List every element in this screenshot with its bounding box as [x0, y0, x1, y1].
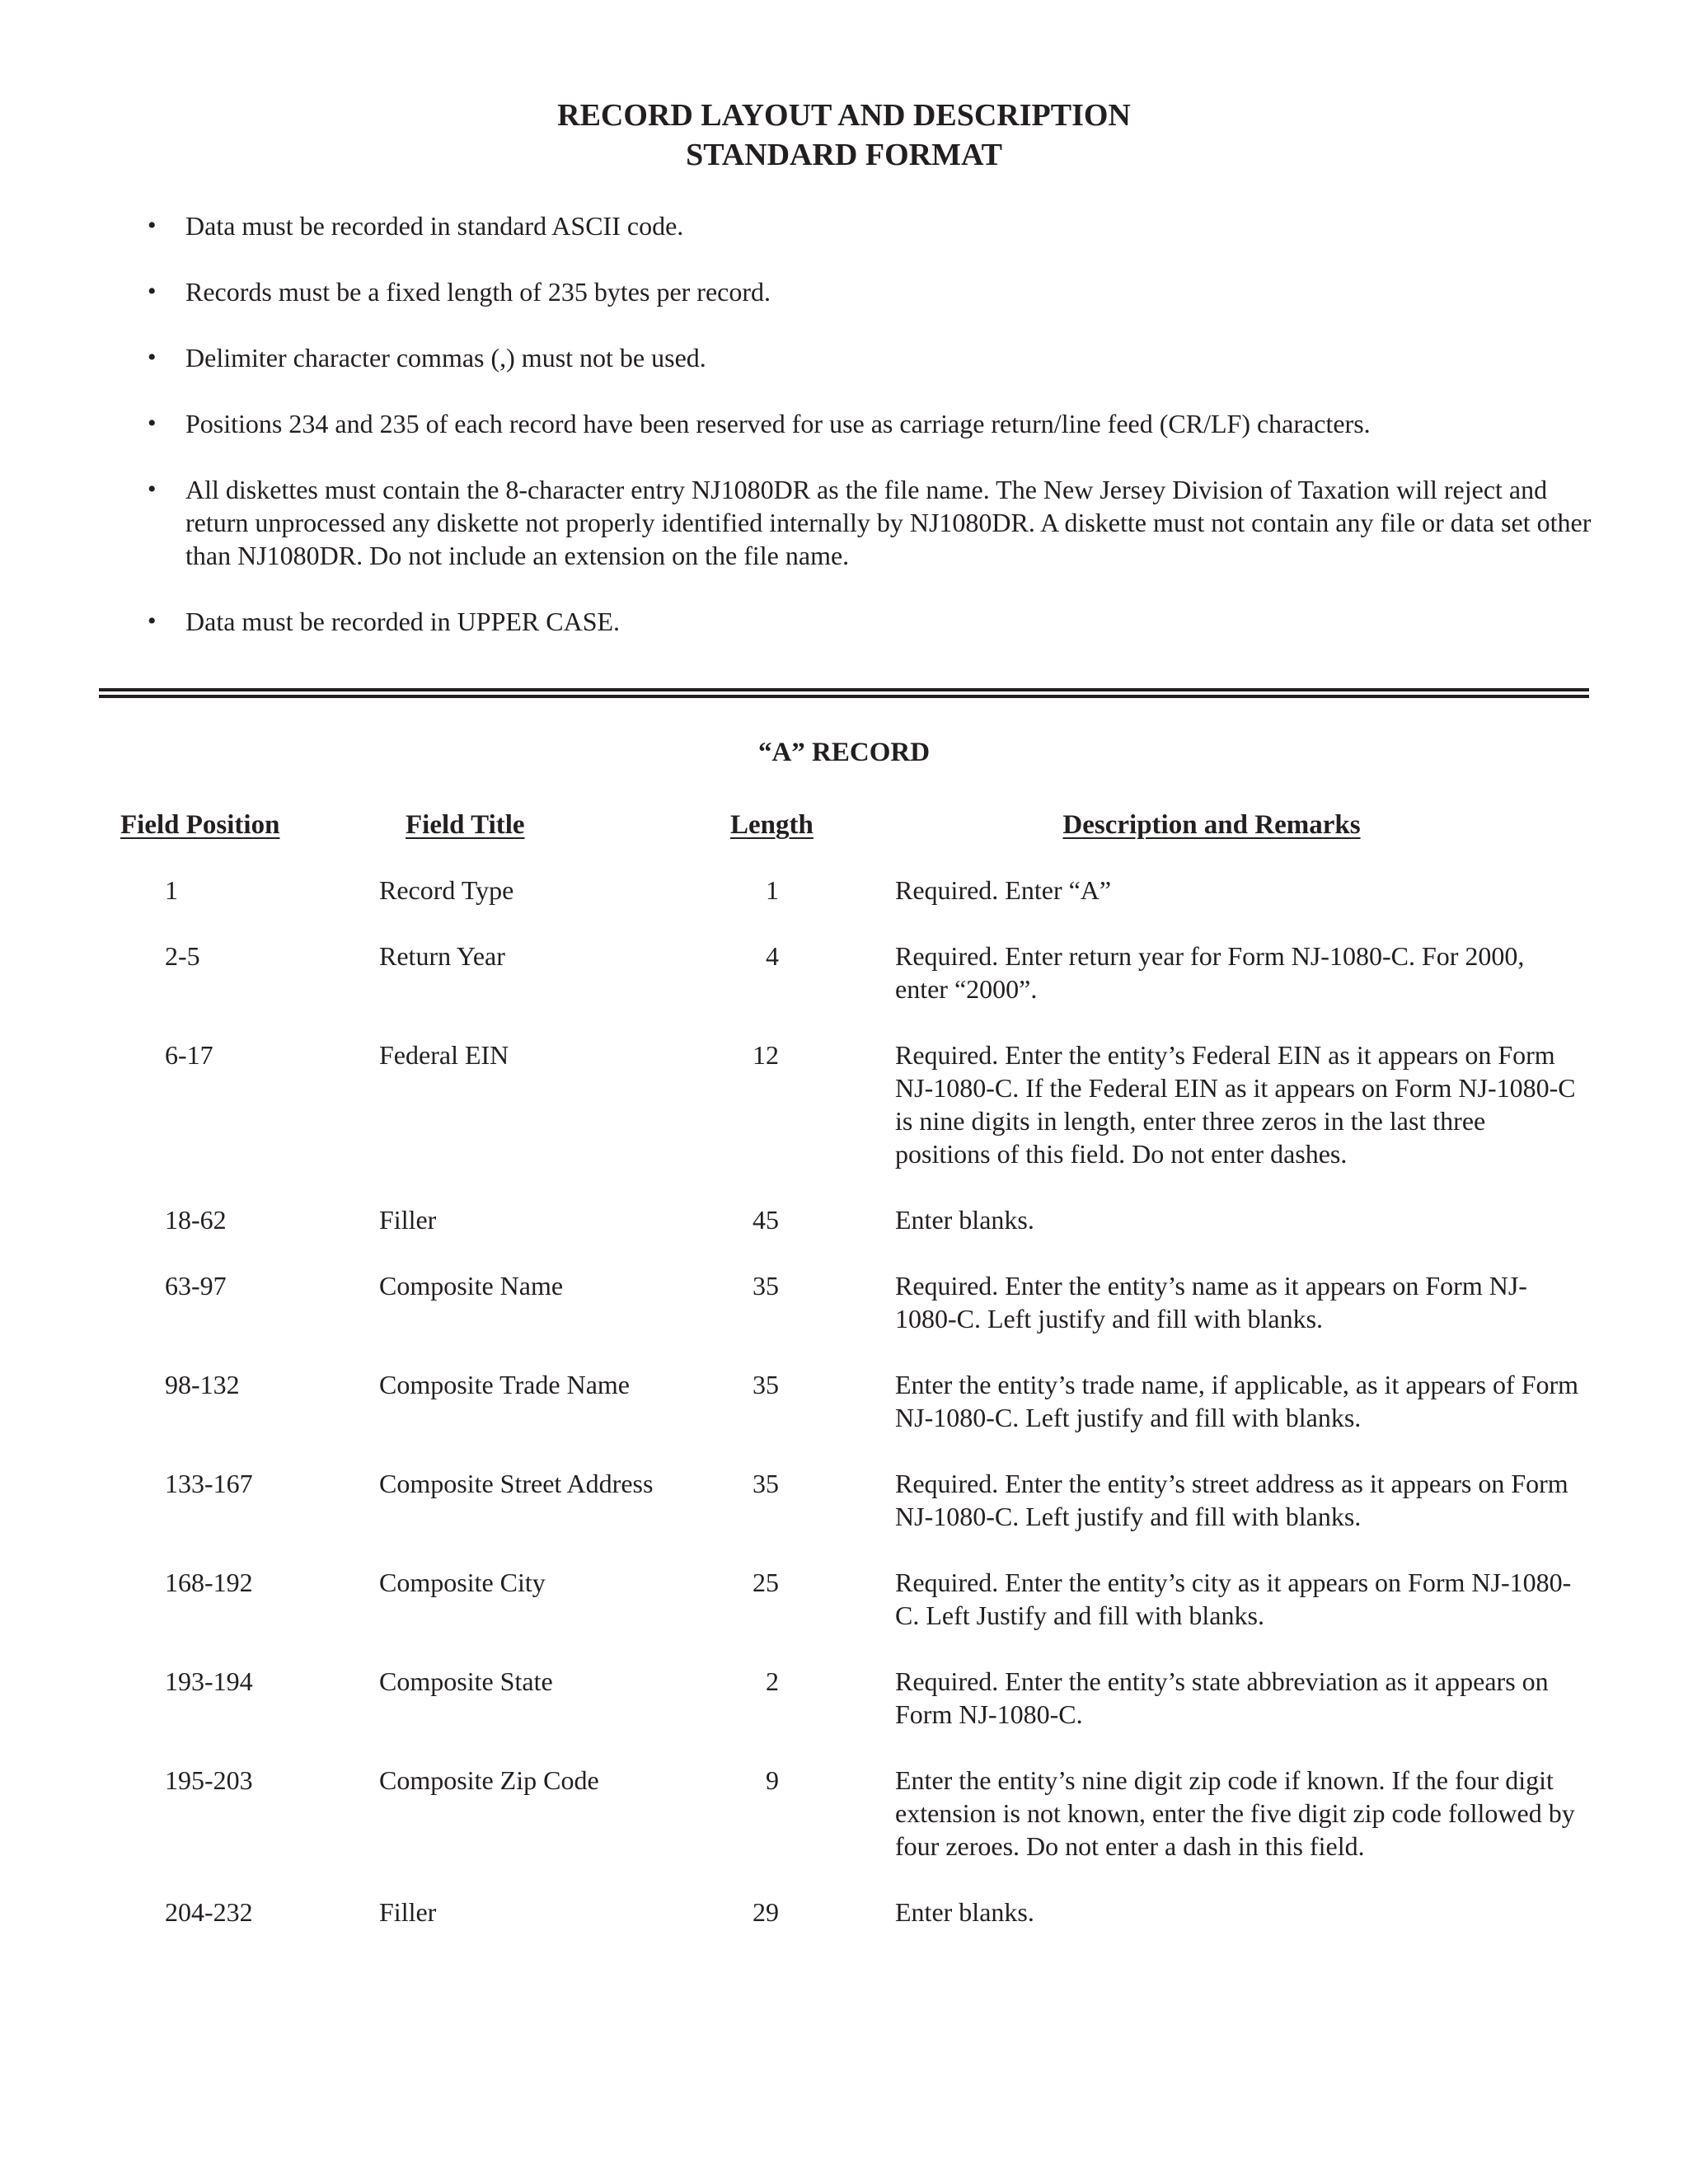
description-cell: Enter the entity’s nine digit zip code if known. If the four digit extension is not known, enter the five digit zip code followed by four zeroes. Do not enter a dash in this field. — [895, 1765, 1575, 1861]
column-header-field-position: Field Position — [120, 810, 280, 840]
bullet-icon: • — [148, 410, 157, 437]
bullet-icon: • — [148, 212, 157, 239]
field-position-cell: 98-132 — [165, 1370, 240, 1399]
length-cell: 35 — [753, 1271, 779, 1301]
description-cell: Required. Enter “A” — [895, 875, 1112, 905]
requirement-text: Positions 234 and 235 of each record have been reserved for use as carriage return/line feed (CR/LF) characters. — [185, 409, 1371, 438]
field-position-cell: 63-97 — [165, 1271, 227, 1301]
requirement-item — [148, 605, 1595, 638]
requirement-text: Data must be recorded in standard ASCII code. — [185, 211, 684, 241]
requirement-item — [148, 341, 1595, 374]
column-header-length: Length — [730, 810, 814, 840]
description-cell: Required. Enter the entity’s Federal EIN as it appears on Form NJ-1080-C. If the Federal EIN as it appears on Form NJ-1080-C is nine digits in length, enter three zeros in the last three positions of this field. Do not enter dashes. — [895, 1040, 1576, 1169]
field-position-cell: 6-17 — [165, 1040, 213, 1070]
length-cell: 29 — [753, 1897, 779, 1927]
column-header-description: Description and Remarks — [1062, 810, 1361, 840]
field-position-cell: 168-192 — [165, 1568, 253, 1597]
length-cell: 2 — [766, 1666, 779, 1696]
field-title-cell: Composite City — [379, 1568, 546, 1597]
description-cell: Enter the entity’s trade name, if applicable, as it appears of Form NJ-1080-C. Left justify and fill with blanks. — [895, 1370, 1579, 1432]
bullet-icon: • — [148, 607, 157, 635]
description-cell: Required. Enter return year for Form NJ-1080-C. For 2000, enter “2000”. — [895, 941, 1525, 1004]
field-position-cell: 1 — [165, 875, 178, 905]
requirement-text: Records must be a fixed length of 235 bytes per record. — [185, 277, 771, 307]
bullet-icon: • — [148, 476, 157, 503]
field-title-cell: Filler — [379, 1205, 437, 1235]
field-position-cell: 195-203 — [165, 1765, 253, 1795]
field-title-cell: Composite Trade Name — [379, 1370, 630, 1399]
requirement-text: Data must be recorded in UPPER CASE. — [185, 607, 621, 636]
field-title-cell: Composite Name — [379, 1271, 564, 1301]
bullet-icon: • — [148, 278, 157, 305]
field-title-cell: Composite Street Address — [379, 1469, 654, 1498]
length-cell: 35 — [753, 1469, 779, 1498]
length-cell: 4 — [766, 941, 779, 971]
length-cell: 25 — [753, 1568, 779, 1597]
requirement-item — [148, 407, 1595, 440]
requirement-item — [148, 209, 1595, 242]
column-header-field-title: Field Title — [406, 810, 525, 840]
description-cell: Required. Enter the entity’s state abbreviation as it appears on Form NJ-1080-C. — [895, 1666, 1549, 1729]
field-title-cell: Composite State — [379, 1666, 553, 1696]
section-divider — [99, 695, 1589, 698]
requirement-item — [148, 473, 1595, 572]
requirement-text: All diskettes must contain the 8-character entry NJ1080DR as the file name. The New Jersey Division of Taxation will reject and return unprocessed any diskette not properly identified internally by NJ1080DR. A diskette must not contain any file or data set other than NJ1080DR. Do not include an extension on the file name. — [185, 475, 1592, 570]
description-cell: Required. Enter the entity’s street address as it appears on Form NJ-1080-C. Left justify and fill with blanks. — [895, 1469, 1568, 1531]
length-cell: 1 — [766, 875, 779, 905]
field-title-cell: Return Year — [379, 941, 505, 971]
section-divider — [99, 688, 1589, 691]
field-title-cell: Filler — [379, 1897, 437, 1927]
field-position-cell: 193-194 — [165, 1666, 253, 1696]
description-cell: Required. Enter the entity’s name as it appears on Form NJ-1080-C. Left justify and fill with blanks. — [895, 1271, 1527, 1333]
field-title-cell: Record Type — [379, 875, 514, 905]
field-position-cell: 133-167 — [165, 1469, 253, 1498]
description-cell: Required. Enter the entity’s city as it appears on Form NJ-1080-C. Left Justify and fill with blanks. — [895, 1568, 1572, 1630]
field-position-cell: 2-5 — [165, 941, 200, 971]
length-cell: 35 — [753, 1370, 779, 1399]
requirement-item — [148, 275, 1595, 308]
record-title: “A” RECORD — [757, 738, 931, 767]
field-position-cell: 18-62 — [165, 1205, 227, 1235]
page-title: RECORD LAYOUT AND DESCRIPTION — [557, 98, 1131, 133]
description-cell: Enter blanks. — [895, 1205, 1034, 1235]
field-title-cell: Composite Zip Code — [379, 1765, 599, 1795]
length-cell: 12 — [753, 1040, 779, 1070]
length-cell: 9 — [766, 1765, 779, 1795]
requirement-text: Delimiter character commas (,) must not be used. — [185, 343, 706, 373]
length-cell: 45 — [753, 1205, 779, 1235]
field-title-cell: Federal EIN — [379, 1040, 509, 1070]
description-cell: Enter blanks. — [895, 1897, 1034, 1927]
field-position-cell: 204-232 — [165, 1897, 253, 1927]
page-subtitle: STANDARD FORMAT — [686, 138, 1002, 172]
bullet-icon: • — [148, 344, 157, 371]
